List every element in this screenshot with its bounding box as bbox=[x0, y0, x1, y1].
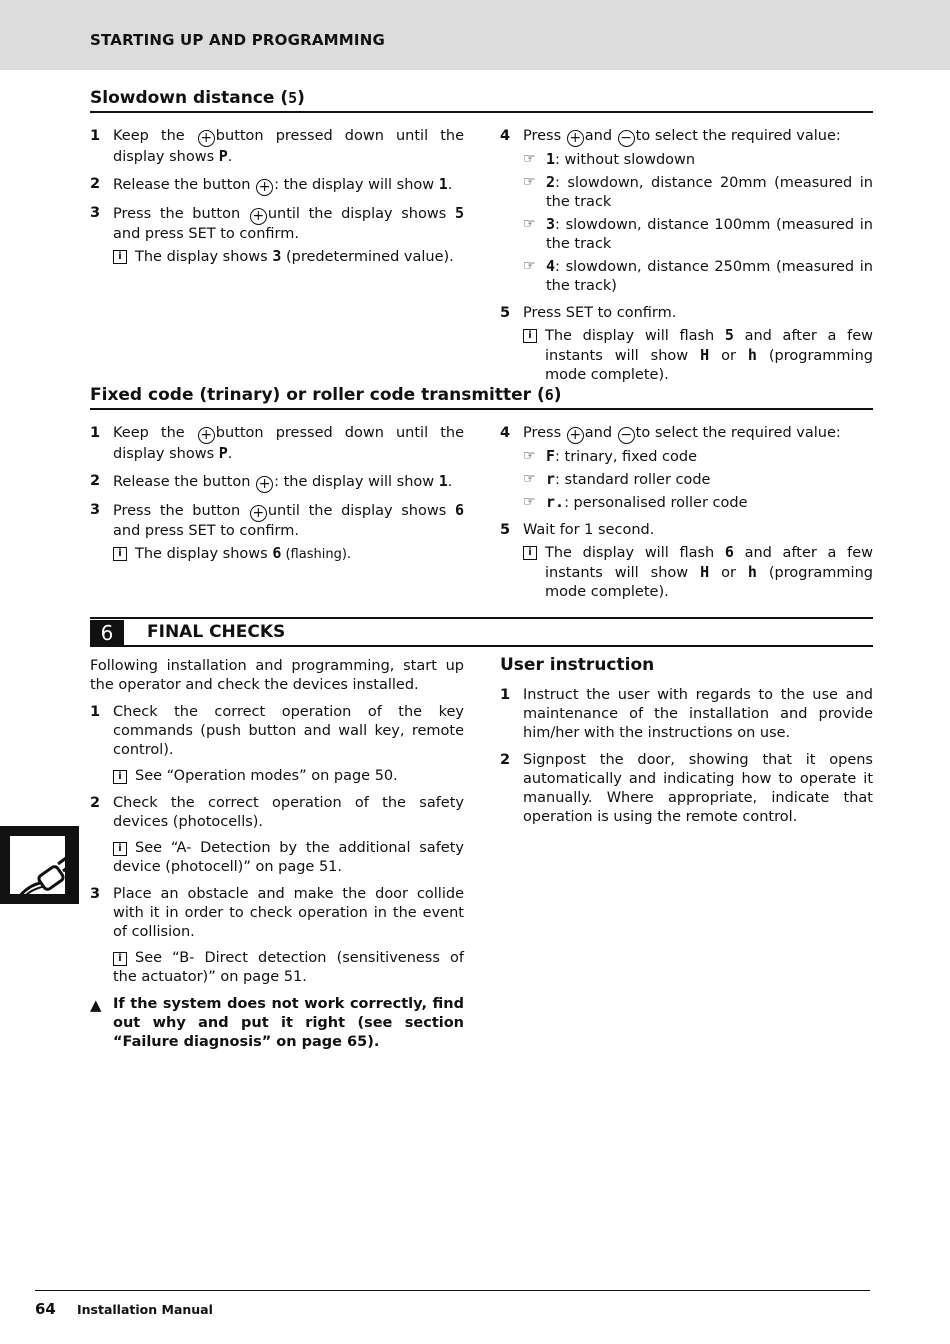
info-icon: i bbox=[113, 547, 127, 561]
option-item: ☞ 4: slowdown, distance 250mm (measured in the track) bbox=[523, 257, 873, 294]
list-item: 3 Place an obstacle and make the door collide with it in order to check operation in the event of collision. i See “B- Direct detection (sensitiveness of the actuator)” on page 51. bbox=[90, 886, 464, 985]
warning-icon: ▲ bbox=[90, 996, 102, 1014]
list-item: 1 Check the correct operation of the key commands (push button and wall key, remote control). i See “Operation modes” on page 50. bbox=[90, 704, 464, 784]
info-note: i See “A- Detection by the additional safety device (photocell)” on page 51. bbox=[113, 840, 464, 875]
info-icon: i bbox=[113, 250, 127, 264]
chapter-side-tab bbox=[0, 826, 79, 904]
plus-button-icon: + bbox=[198, 130, 215, 147]
option-item: ☞ 1: without slowdown bbox=[523, 150, 696, 168]
list-item: 2 Signpost the door, showing that it opens automatically and indicating how to operate it manually. Where appropriate, indicate that operation is using the remote control. bbox=[500, 752, 873, 825]
list-item: 4 Press + and − to select the required value: ☞ F: trinary, fixed code ☞ r: standard roller code ☞ r.: personalised roller code bbox=[500, 424, 873, 513]
info-note: i See “Operation modes” on page 50. bbox=[113, 767, 464, 786]
slowdown-left-column bbox=[90, 127, 464, 275]
list-item: 5 Wait for 1 second. i The display will flash 6 and after a few instants will show H or h (programming mode complete). bbox=[500, 522, 873, 600]
slowdown-title: Slowdown distance (5) bbox=[90, 88, 873, 113]
list-item: 1 Keep the + button pressed down until the display shows P. bbox=[90, 425, 464, 462]
list-item: 1 Keep the + button pressed down until the display shows P. bbox=[90, 128, 464, 165]
list-item: 3 Press the button + until the display shows 5 and press SET to confirm. i The display shows 3 (predetermined value). bbox=[90, 204, 464, 265]
user-instruction-title: User instruction bbox=[500, 655, 655, 675]
option-item: ☞ 3: slowdown, distance 100mm (measured in the track bbox=[523, 215, 873, 252]
final-checks-heading bbox=[90, 617, 873, 647]
plus-button-icon: + bbox=[198, 427, 215, 444]
plus-button-icon: + bbox=[250, 208, 267, 225]
page-number: 64 bbox=[35, 1300, 56, 1318]
option-item: ☞ 2: slowdown, distance 20mm (measured in the track bbox=[523, 173, 873, 210]
section-header: STARTING UP AND PROGRAMMING bbox=[90, 31, 385, 49]
option-item: ☞ F: trinary, fixed code bbox=[523, 447, 698, 465]
info-note: i The display will flash 5 and after a few instants will show H or h (programming mode complete). bbox=[523, 326, 873, 385]
intro-paragraph: Following installation and programming, start up the operator and check the devices installed. bbox=[90, 658, 464, 693]
fixed-right-column bbox=[500, 424, 873, 610]
slowdown-right-column bbox=[500, 127, 873, 393]
option-item: ☞ r.: personalised roller code bbox=[523, 493, 748, 511]
list-item: 1 Instruct the user with regards to the use and maintenance of the installation and provide him/her with the instructions on use. bbox=[500, 687, 873, 741]
minus-button-icon: − bbox=[618, 130, 635, 147]
plus-button-icon: + bbox=[256, 179, 273, 196]
power-plug-icon bbox=[0, 826, 79, 904]
pointing-hand-icon: ☞ bbox=[523, 174, 536, 190]
chapter-number: 6 bbox=[90, 620, 124, 646]
option-item: ☞ r: standard roller code bbox=[523, 470, 711, 488]
final-checks-column bbox=[90, 657, 464, 1052]
fixed-left-column bbox=[90, 424, 464, 572]
plus-button-icon: + bbox=[256, 476, 273, 493]
pointing-hand-icon: ☞ bbox=[523, 216, 536, 232]
chapter-title: FINAL CHECKS bbox=[147, 622, 286, 642]
warning-note: ▲ If the system does not work correctly, find out why and put it right (see section “Failure diagnosis” on page 65). bbox=[90, 996, 464, 1050]
plus-button-icon: + bbox=[567, 130, 584, 147]
pointing-hand-icon: ☞ bbox=[523, 258, 536, 274]
pointing-hand-icon: ☞ bbox=[523, 471, 536, 487]
manual-title: Installation Manual bbox=[77, 1302, 213, 1317]
plus-button-icon: + bbox=[250, 505, 267, 522]
info-icon: i bbox=[113, 770, 127, 784]
pointing-hand-icon: ☞ bbox=[523, 494, 536, 510]
fixed-code-title: Fixed code (trinary) or roller code transmitter (6) bbox=[90, 385, 873, 410]
info-icon: i bbox=[523, 329, 537, 343]
list-item: 5 Press SET to confirm. i The display will flash 5 and after a few instants will show H or h (programming mode complete). bbox=[500, 305, 873, 383]
minus-button-icon: − bbox=[618, 427, 635, 444]
info-note: i The display will flash 6 and after a few instants will show H or h (programming mode complete). bbox=[523, 543, 873, 602]
info-icon: i bbox=[113, 842, 127, 856]
info-note: i The display shows 3 (predetermined value). bbox=[113, 247, 464, 267]
list-item: 4 Press + and − to select the required value: ☞ 1: without slowdown ☞ 2: slowdown, distance 20mm (measured in the track ☞ 3: slowdown, distance 100mm (measured in the track ☞ 4: slowdown, distance 250mm (measured in the track) bbox=[500, 128, 873, 294]
plus-button-icon: + bbox=[567, 427, 584, 444]
list-item: 2 Check the correct operation of the safety devices (photocells). i See “A- Detection by the additional safety device (photocell)” on page 51. bbox=[90, 795, 464, 875]
info-note: i The display shows 6 (flashing). bbox=[113, 544, 464, 564]
pointing-hand-icon: ☞ bbox=[523, 151, 536, 167]
list-item: 2 Release the button + : the display will show 1. bbox=[90, 175, 453, 195]
info-icon: i bbox=[113, 952, 127, 966]
list-item: 2 Release the button + : the display will show 1. bbox=[90, 472, 453, 492]
info-note: i See “B- Direct detection (sensitiveness of the actuator)” on page 51. bbox=[113, 950, 464, 985]
list-item: 3 Press the button + until the display shows 6 and press SET to confirm. i The display shows 6 (flashing). bbox=[90, 501, 464, 562]
pointing-hand-icon: ☞ bbox=[523, 448, 536, 464]
info-icon: i bbox=[523, 546, 537, 560]
header-band bbox=[0, 0, 950, 70]
user-instruction-column bbox=[500, 656, 873, 835]
footer-rule bbox=[35, 1290, 870, 1291]
